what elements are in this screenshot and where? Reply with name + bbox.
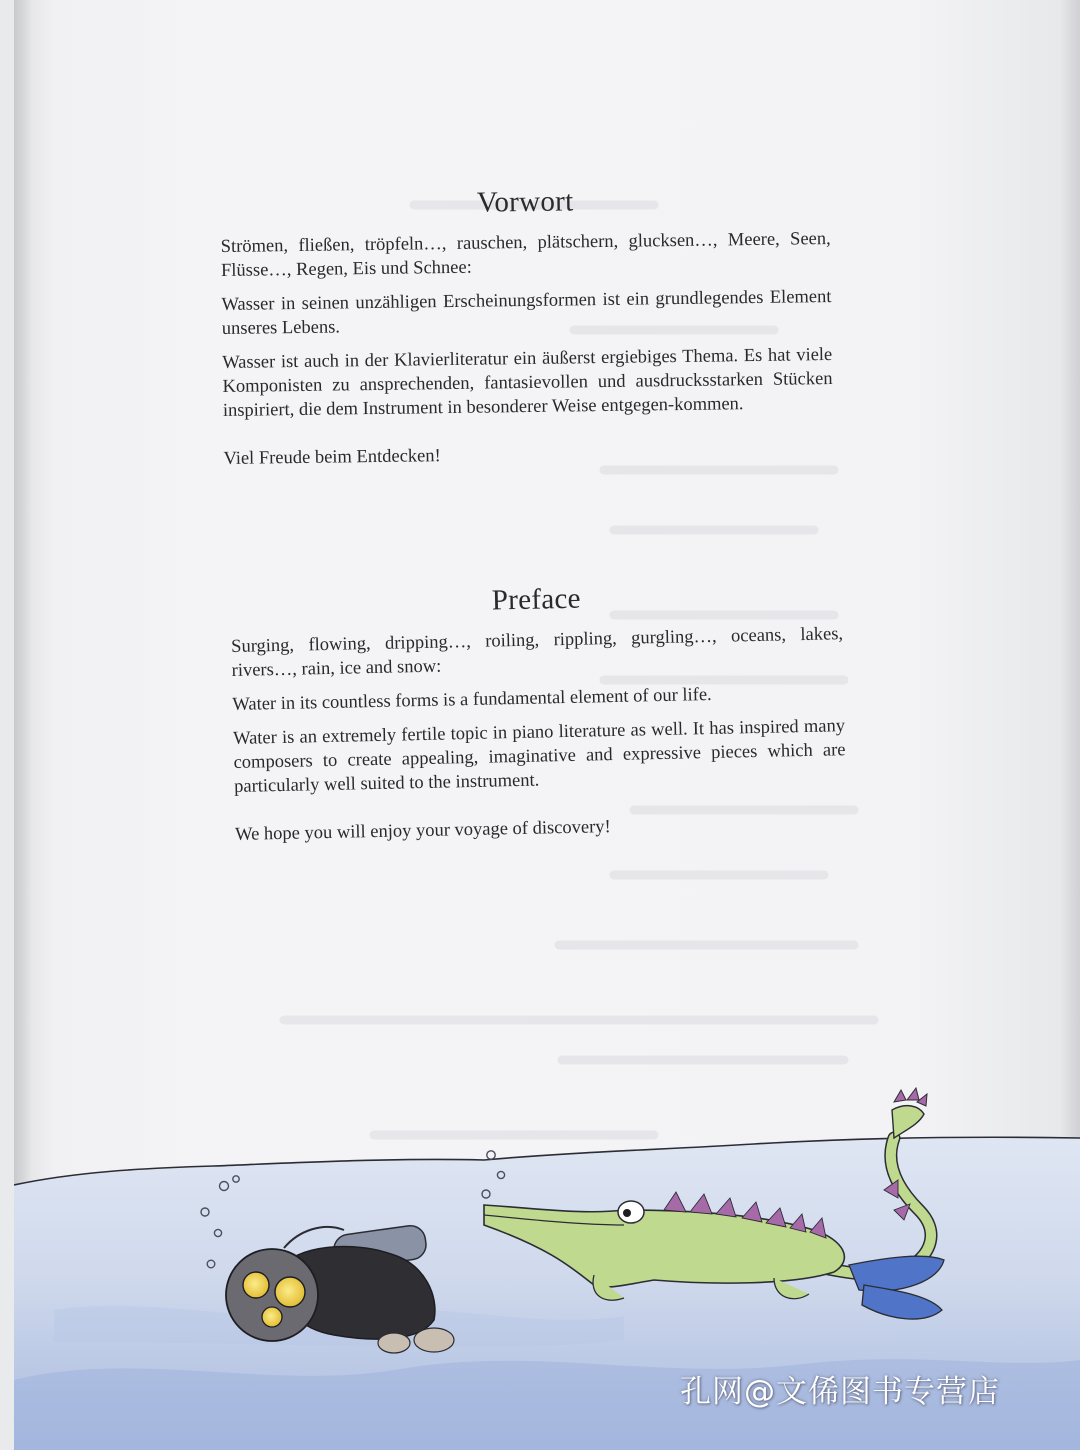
book-page [14,0,1080,1450]
preface-closing: We hope you will enjoy your voyage of discovery! [234,817,611,845]
vorwort-paragraph-1: Strömen, fließen, tröpfeln…, rauschen, plätschern, glucksen…, Meere, Seen, Flüsse…, Regen, Eis und Schnee: [220,229,831,281]
bleed-through-texture [14,0,1080,1150]
vorwort-section [220,182,834,481]
vorwort-title: Vorwort [476,185,574,219]
shop-watermark: 孔网@文俙图书专营店 [680,1374,1000,1410]
preface-paragraph-1: Surging, flowing, dripping…, roiling, rippling, gurgling…, oceans, lakes, rivers…, rain, ice and snow: [230,624,844,681]
vorwort-closing: Viel Freude beim Entdecken! [223,446,441,469]
preface-title: Preface [491,582,582,617]
preface-paragraph-3: Water is an extremely fertile topic in piano literature as well. It has inspired many composers to create appealing, imaginative and expressive pieces which are particularly well suited to the instrument. [232,716,846,797]
preface-paragraph-2: Water in its countless forms is a fundamental element of our life. [232,684,712,715]
vorwort-paragraph-3: Wasser ist auch in der Klavierliteratur ein äußerst ergiebiges Thema. Es hat viele Komponisten zu ansprechenden, fantasievollen und ausdrucksstarken Stücken inspiriert, die dem Instrument in besonderer Weise entgegen-kommen. [222,345,833,421]
preface-section [230,577,847,857]
vorwort-paragraph-2: Wasser in seinen unzähligen Erscheinungsformen ist ein grundlegendes Element unseres Lebens. [221,287,832,339]
